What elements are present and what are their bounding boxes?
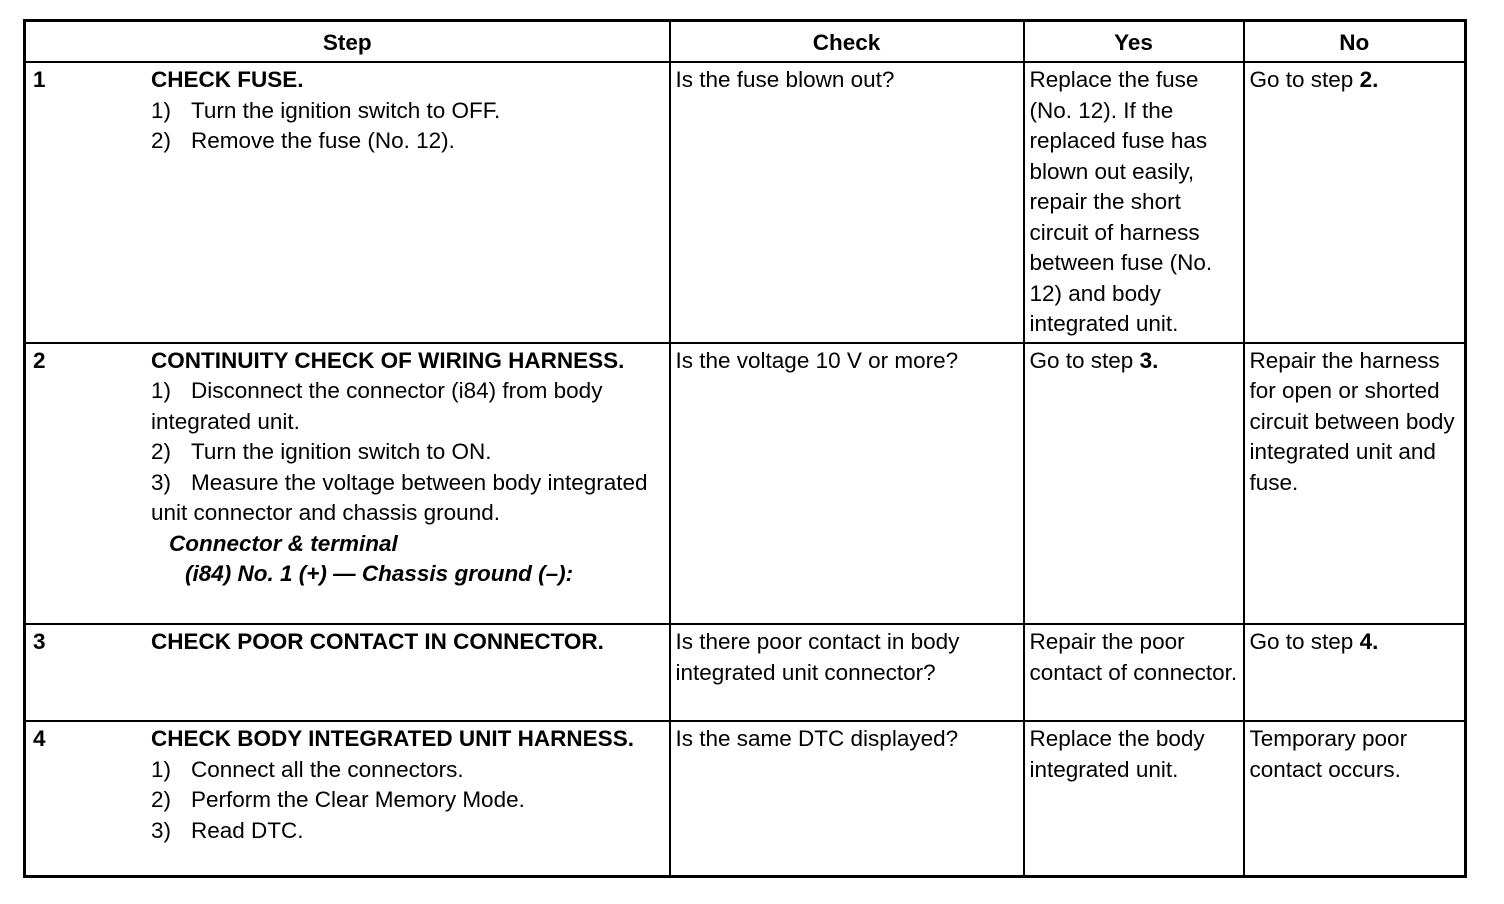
yes-cell: Replace the body integrated unit. bbox=[1024, 721, 1244, 876]
substep bbox=[151, 468, 664, 529]
substep-text: Read DTC. bbox=[191, 817, 304, 843]
substep bbox=[151, 816, 664, 847]
step-number: 3 bbox=[33, 629, 46, 655]
header-step: Step bbox=[25, 21, 670, 63]
substep bbox=[151, 785, 664, 816]
step-cell bbox=[25, 62, 670, 343]
substep-text: Turn the ignition switch to ON. bbox=[191, 439, 492, 465]
step-reference: 4. bbox=[1359, 629, 1379, 655]
substep bbox=[151, 126, 664, 157]
substep-text: Disconnect the connector (i84) from body integrated unit. bbox=[151, 378, 603, 434]
yes-cell bbox=[1024, 343, 1244, 625]
substep-number: 3) bbox=[151, 817, 172, 843]
step-reference: 3. bbox=[1139, 347, 1159, 373]
step-number: 2 bbox=[33, 347, 46, 373]
substep bbox=[151, 96, 664, 127]
substep-number: 3) bbox=[151, 469, 172, 495]
no-text: Go to step bbox=[1249, 629, 1360, 655]
substep-text: Connect all the connectors. bbox=[191, 756, 464, 782]
substep-number: 2) bbox=[151, 439, 172, 465]
yes-text: Go to step bbox=[1029, 347, 1140, 373]
substep-number: 1) bbox=[151, 97, 172, 123]
step-reference: 2. bbox=[1359, 67, 1379, 92]
substep bbox=[151, 376, 664, 437]
header-yes: Yes bbox=[1024, 21, 1244, 63]
header-no: No bbox=[1244, 21, 1466, 63]
substep-text: Turn the ignition switch to OFF. bbox=[191, 97, 501, 123]
no-text: Go to step bbox=[1249, 67, 1360, 92]
table-row bbox=[25, 62, 1466, 343]
substep bbox=[151, 755, 664, 786]
no-cell: Temporary poor contact occurs. bbox=[1244, 721, 1466, 876]
table-row bbox=[25, 624, 1466, 721]
check-cell: Is the fuse blown out? bbox=[670, 62, 1024, 343]
no-cell: Repair the harness for open or shorted circuit between body integrated unit and fuse. bbox=[1244, 343, 1466, 625]
diagnostic-table bbox=[23, 19, 1467, 878]
step-number: 4 bbox=[33, 726, 46, 752]
table-row bbox=[25, 721, 1466, 876]
no-cell bbox=[1244, 624, 1466, 721]
table-row bbox=[25, 343, 1466, 625]
no-cell bbox=[1244, 62, 1466, 343]
step-cell bbox=[25, 343, 670, 625]
step-title: CHECK POOR CONTACT IN CONNECTOR. bbox=[151, 629, 604, 655]
step-title: CHECK BODY INTEGRATED UNIT HARNESS. bbox=[151, 726, 634, 752]
step-title: CONTINUITY CHECK OF WIRING HARNESS. bbox=[151, 347, 625, 373]
check-cell: Is the voltage 10 V or more? bbox=[670, 343, 1024, 625]
check-cell: Is there poor contact in body integrated unit connector? bbox=[670, 624, 1024, 721]
check-cell: Is the same DTC displayed? bbox=[670, 721, 1024, 876]
substep-text: Perform the Clear Memory Mode. bbox=[191, 787, 525, 813]
connector-terminal-spec: (i84) No. 1 (+) — Chassis ground (–): bbox=[185, 561, 574, 587]
substep-number: 2) bbox=[151, 787, 172, 813]
step-cell bbox=[25, 624, 670, 721]
step-cell bbox=[25, 721, 670, 876]
substep-number: 2) bbox=[151, 128, 172, 153]
table-header-row bbox=[25, 21, 1466, 63]
substep-text: Remove the fuse (No. 12). bbox=[191, 128, 455, 153]
substep-text: Measure the voltage between body integrated unit connector and chassis ground. bbox=[151, 469, 648, 526]
substep bbox=[151, 437, 664, 468]
header-check: Check bbox=[670, 21, 1024, 63]
yes-cell: Replace the fuse (No. 12). If the replaced fuse has blown out easily, repair the short circuit of harness between fuse (No. 12) and body integrated unit. bbox=[1024, 62, 1244, 343]
yes-cell: Repair the poor contact of connector. bbox=[1024, 624, 1244, 721]
substep-number: 1) bbox=[151, 756, 172, 782]
step-number: 1 bbox=[33, 67, 46, 92]
connector-terminal-title: Connector & terminal bbox=[169, 530, 398, 556]
step-title: CHECK FUSE. bbox=[151, 67, 304, 92]
substep-number: 1) bbox=[151, 378, 172, 404]
